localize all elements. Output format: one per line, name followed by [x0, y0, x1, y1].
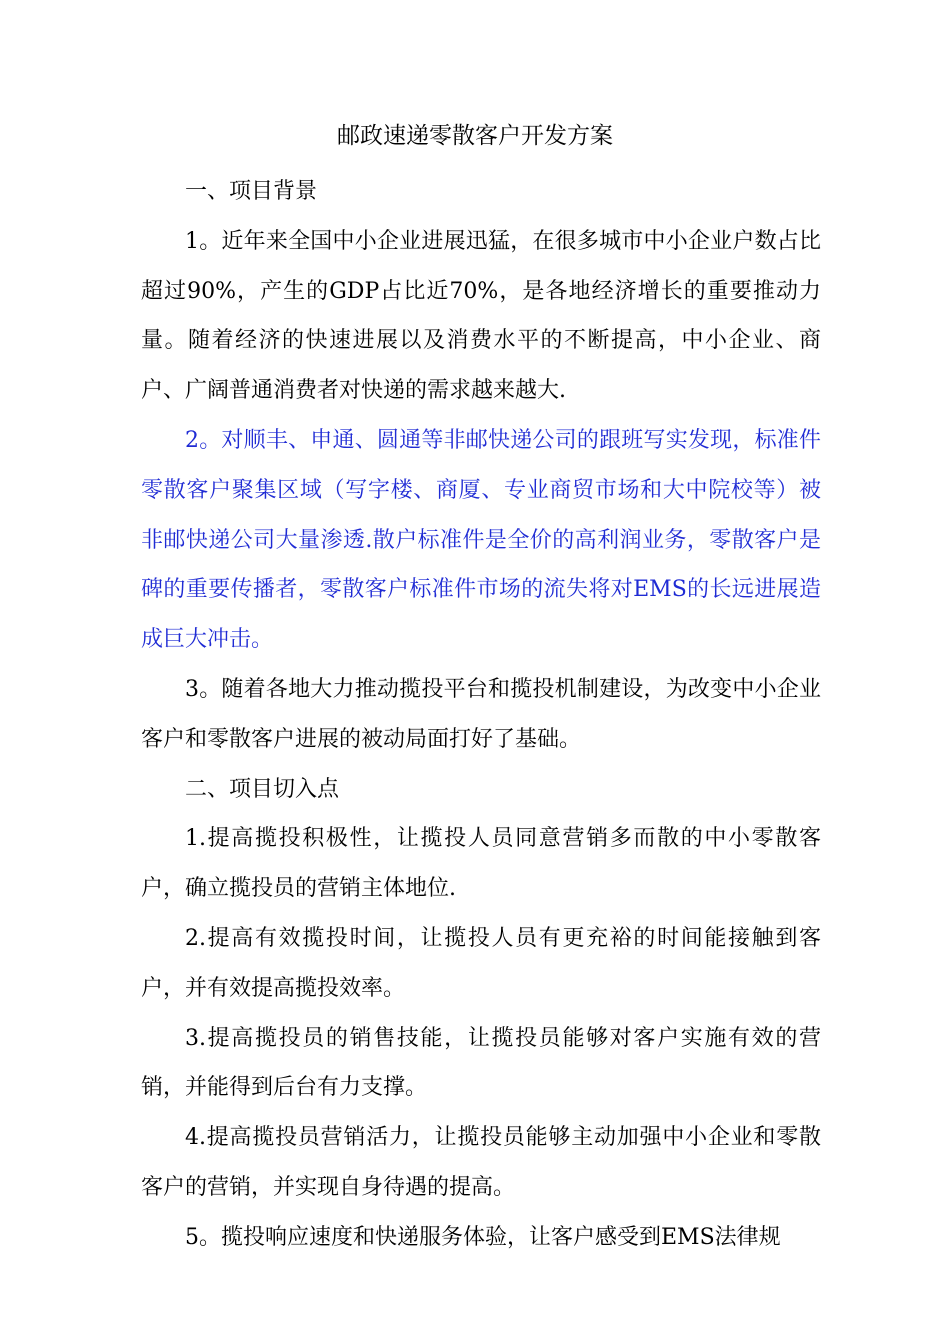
- entry-point-paragraph-2: 2.提高有效揽投时间，让揽投人员有更充裕的时间能接触到客户，并有效提高揽投效率。: [141, 925, 821, 1001]
- entry-point-paragraph-5: 5。揽投响应速度和快递服务体验，让客户感受到EMS法律规: [185, 1224, 781, 1250]
- document-body: [141, 167, 821, 1263]
- section-heading-entry-points: 二、项目切入点: [185, 776, 340, 802]
- section-heading-background: 一、项目背景: [185, 179, 318, 204]
- background-paragraph-2: 2。对顺丰、申通、圆通等非邮快递公司的跟班写实发现，标准件零散客户聚集区域（写字楼、商厦、专业商贸市场和大中院校等）被非邮快递公司大量渗透.散户标准件是全价的高利润业务，零散客户是碑的重要传播者，零散客户标准件市场的流失将对EMS的长远进展造成巨大冲击。: [141, 427, 821, 653]
- background-paragraph-3: 3。随着各地大力推动揽投平台和揽投机制建设，为改变中小企业客户和零散客户进展的被动局面打好了基础。: [141, 676, 821, 752]
- entry-point-paragraph-1: 1.提高揽投积极性，让揽投人员同意营销多而散的中小零散客户，确立揽投员的营销主体地位.: [141, 826, 821, 902]
- background-paragraph-1: 1。近年来全国中小企业进展迅猛，在很多城市中小企业户数占比超过90%，产生的GDP占比近70%，是各地经济增长的重要推动力量。随着经济的快速进展以及消费水平的不断提高，中小企业、商户、广阔普通消费者对快递的需求越来越大.: [141, 228, 821, 404]
- entry-point-paragraph-3: 3.提高揽投员的销售技能，让揽投员能够对客户实施有效的营销，并能得到后台有力支撑。: [141, 1025, 821, 1101]
- entry-point-paragraph-4: 4.提高揽投员营销活力，让揽投员能够主动加强中小企业和零散客户的营销，并实现自身待遇的提高。: [141, 1125, 821, 1200]
- document-title: 邮政速递零散客户开发方案: [337, 123, 613, 149]
